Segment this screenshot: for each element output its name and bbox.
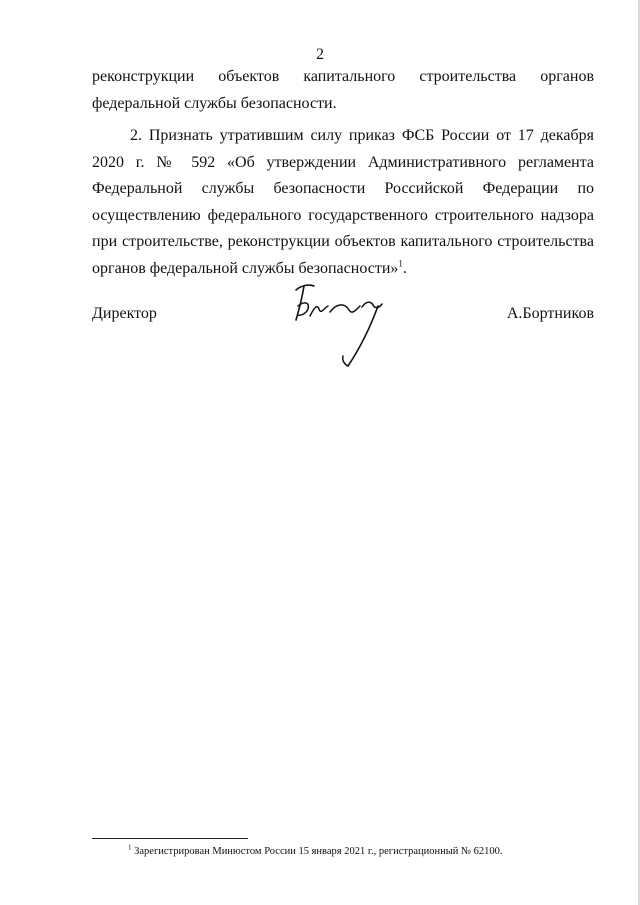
footnote-divider <box>92 838 248 839</box>
footnote-reference: 1 <box>398 258 403 269</box>
paragraph-revocation: 2. Признать утратившим силу приказ ФСБ России от 17 декабря 2020 г. № 592 «Об утверждении Административного регламента Федеральной службы безопасности Российской Федерации по осуществлению федерального государственного строительного надзора при строительстве, реконструкции объектов капитального строительства органов федеральной службы безопасности»$^1$. <box>92 127 594 277</box>
paragraph-continuation: реконструкции объектов капитального строительства органов федеральной службы безопасности. <box>92 68 594 112</box>
footnote-text: Зарегистрирован Минюстом России 15 января 2021 г., регистрационный № 62100. <box>134 846 503 857</box>
signatory-name: А.Бортников <box>506 305 594 322</box>
handwritten-signature <box>286 276 396 376</box>
body-text <box>92 64 594 282</box>
paragraph-revocation-text: 2. Признать утратившим силу приказ ФСБ России от 17 декабря 2020 г. № 592 «Об утверждении Административного регламента Федеральной службы безопасности Российской Федерации по осуществлению федерального государственного строительного надзора при строительстве, реконструкции объектов капитального строительства органов федеральной службы безопасности» <box>92 127 594 277</box>
signatory-title: Директор <box>92 305 157 322</box>
footnote-marker: 1 <box>128 843 132 852</box>
footnote <box>128 843 503 857</box>
page-number: 2 <box>316 46 324 63</box>
